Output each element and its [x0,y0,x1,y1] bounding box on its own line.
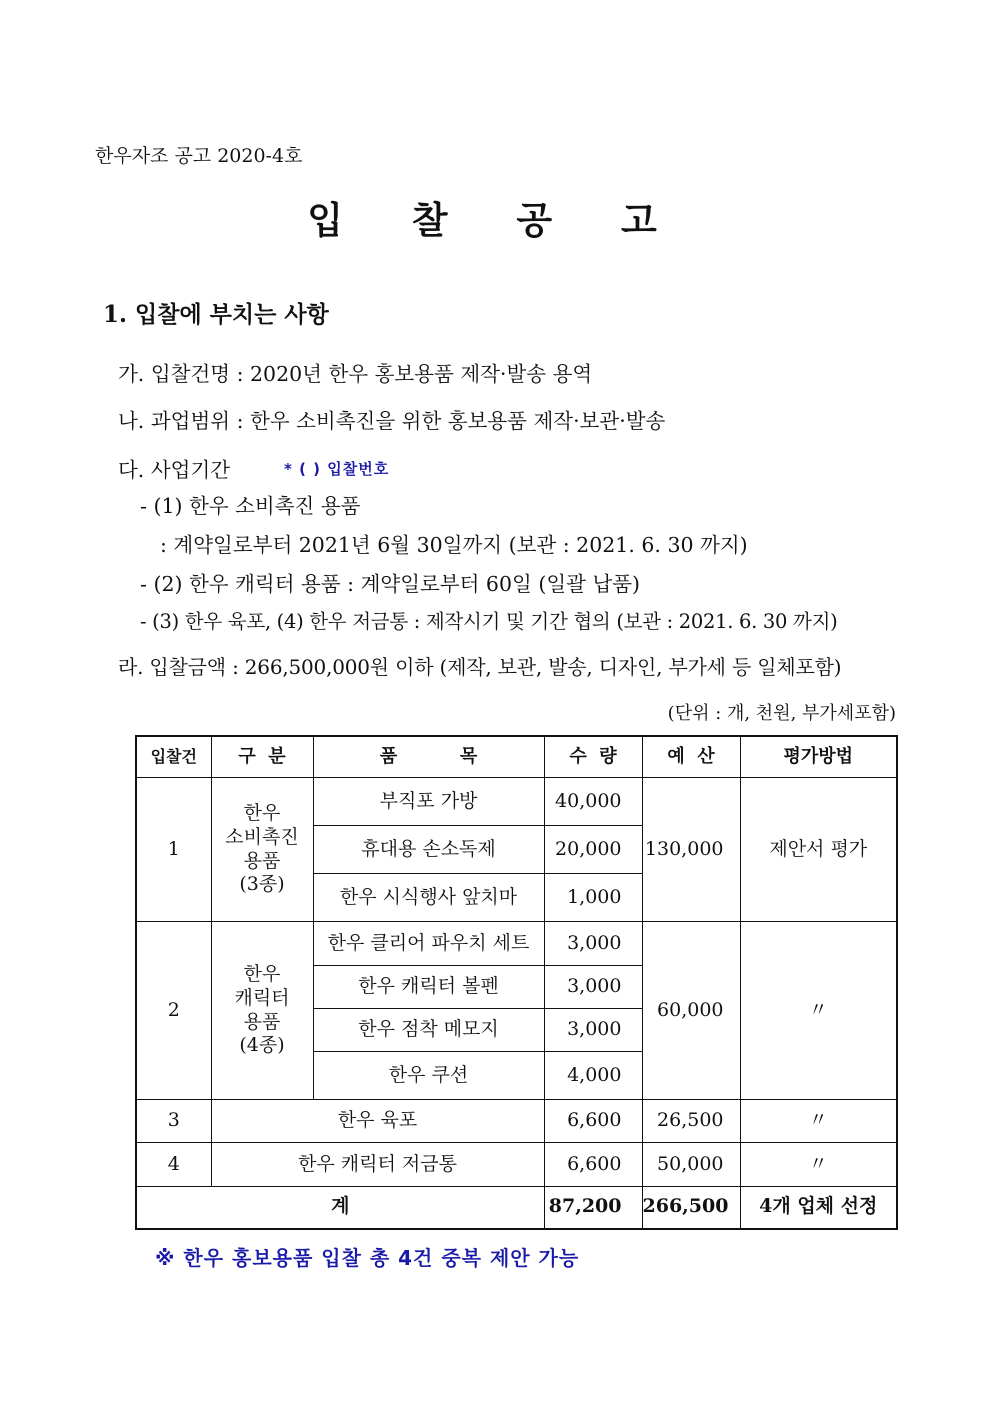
row3-no: 3 [136,1100,211,1143]
item-name: 휴대용 손소독제 [313,826,544,874]
item-name: 한우 클리어 파우치 세트 [313,922,544,966]
period-1: - (1) 한우 소비촉진 용품 [140,494,361,518]
item-qty: 3,000 [544,922,642,966]
bid-table [135,735,898,1230]
total-label: 계 [136,1187,544,1229]
group2-category-line: 용품 [243,1010,281,1033]
total-method: 4개 업체 선정 [740,1187,897,1229]
header-category: 구 분 [211,736,313,778]
period-3: - (3) 한우 육포, (4) 한우 저금통 : 제작시기 및 기간 협의 (보관 : 2021. 6. 30 까지) [140,610,838,633]
total-budget: 266,500 [642,1187,740,1229]
group1-category-line: 용품 [243,849,281,872]
group1-category-line: 소비촉진 [225,825,299,848]
item-bid-name: 가. 입찰건명 : 2020년 한우 홍보용품 제작·발송 용역 [118,362,593,386]
group2-category-line: (4종) [239,1034,285,1057]
table-row [136,778,897,826]
item-qty: 4,000 [544,1052,642,1100]
item-qty: 20,000 [544,826,642,874]
header-item: 품 목 [313,736,544,778]
period-2: - (2) 한우 캐릭터 용품 : 계약일로부터 60일 (일괄 납품) [140,572,641,596]
total-qty: 87,200 [544,1187,642,1229]
row4-no: 4 [136,1143,211,1187]
group2-category-line: 한우 [243,963,281,985]
group2-category [211,922,313,1100]
row4-qty: 6,600 [544,1143,642,1187]
section-heading: 1. 입찰에 부치는 사항 [103,301,329,328]
item-qty: 3,000 [544,966,642,1009]
row4-budget: 50,000 [642,1143,740,1187]
item-name: 한우 시식행사 앞치마 [313,874,544,922]
header-bid-no: 입찰건 [136,736,211,778]
group1-budget: 130,000 [642,778,740,922]
group1-category-line: (3종) [239,873,285,896]
table-row [136,922,897,966]
group1-category-line: 한우 [243,802,281,824]
item-scope: 나. 과업범위 : 한우 소비촉진을 위한 홍보용품 제작·보관·발송 [118,409,666,433]
group2-category-line: 캐릭터 [234,986,290,1009]
item-qty: 1,000 [544,874,642,922]
row4-name: 한우 캐릭터 저금통 [211,1143,544,1187]
row3-method: 〃 [740,1100,897,1143]
row3-name: 한우 육포 [211,1100,544,1143]
table-row [136,1143,897,1187]
unit-note: (단위 : 개, 천원, 부가세포함) [667,703,896,724]
item-name: 부직포 가방 [313,778,544,826]
period-1-detail: : 계약일로부터 2021년 6월 30일까지 (보관 : 2021. 6. 30 까지) [160,533,748,557]
item-name: 한우 쿠션 [313,1052,544,1100]
document-title: 입 찰 공 고 [307,199,685,242]
header-budget: 예 산 [642,736,740,778]
bid-number-stamp: * ( ) 입찰번호 [284,460,390,478]
header-qty: 수 량 [544,736,642,778]
row3-qty: 6,600 [544,1100,642,1143]
group1-method: 제안서 평가 [740,778,897,922]
notice-number: 한우자조 공고 2020-4호 [95,145,303,167]
group2-no: 2 [136,922,211,1100]
row3-budget: 26,500 [642,1100,740,1143]
item-bid-amount: 라. 입찰금액 : 266,500,000원 이하 (제작, 보관, 발송, 디자인, 부가세 등 일체포함) [118,655,842,679]
row4-method: 〃 [740,1143,897,1187]
group2-method: 〃 [740,922,897,1100]
header-method: 평가방법 [740,736,897,778]
table-row [136,1100,897,1143]
footnote: ※ 한우 홍보용품 입찰 총 4건 중복 제안 가능 [155,1246,580,1270]
item-period: 다. 사업기간 [118,458,231,482]
group2-budget: 60,000 [642,922,740,1100]
group1-no: 1 [136,778,211,922]
item-qty: 40,000 [544,778,642,826]
table-header-row [136,736,897,778]
item-qty: 3,000 [544,1009,642,1052]
item-name: 한우 캐릭터 볼펜 [313,966,544,1009]
total-row [136,1187,897,1229]
group1-category [211,778,313,922]
item-name: 한우 점착 메모지 [313,1009,544,1052]
